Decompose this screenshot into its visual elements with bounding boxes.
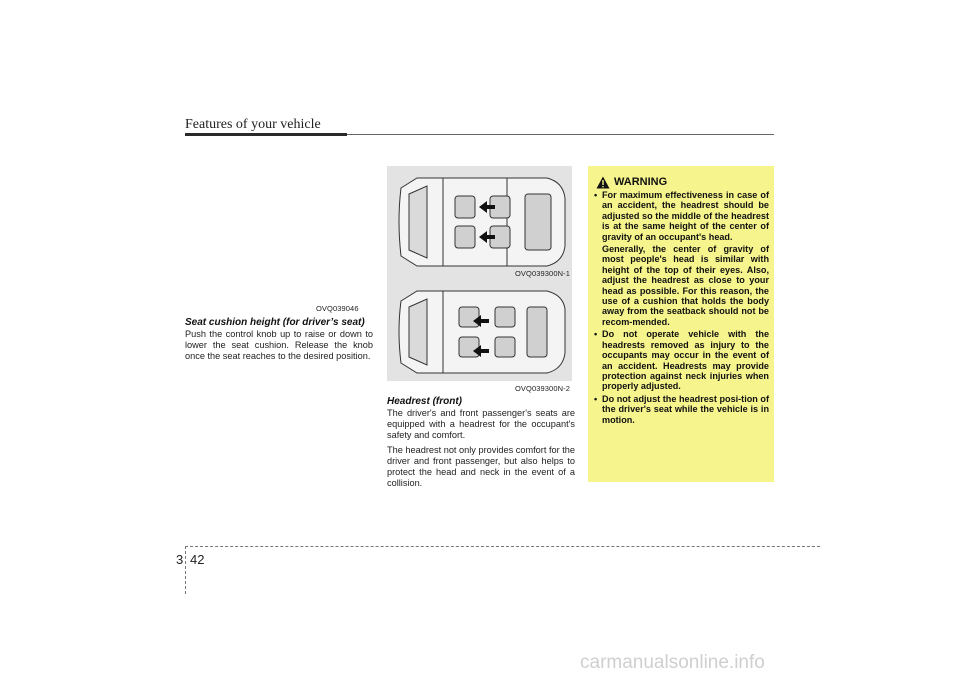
footer-rule bbox=[185, 546, 820, 547]
warning-item-subtext: Generally, the center of gravity of most people's head is similar with height of the top of their eyes. Also, adjust the headrest as close to your head as possible. For this reason, the use of a cushion that holds the body away from the seatback should not be recom-mended. bbox=[602, 244, 769, 327]
headrest-diagram-bottom bbox=[387, 281, 572, 381]
seat-cushion-heading: Seat cushion height (for driver’s seat) bbox=[185, 317, 365, 328]
warning-item bbox=[594, 190, 769, 242]
warning-item bbox=[594, 329, 769, 391]
warning-item-text: For maximum effectiveness in case of an accident, the headrest should be adjusted so the middle of the headrest is at the same height of the center of gravity of an occupant's head. bbox=[602, 190, 769, 242]
page-header-title: Features of your vehicle bbox=[185, 117, 321, 132]
image-code-n1: OVQ039300N-1 bbox=[515, 269, 570, 278]
warning-title-row bbox=[596, 175, 667, 189]
watermark: carmanualsonline.info bbox=[580, 652, 765, 673]
chapter-number: 3 bbox=[176, 552, 184, 567]
bullet: • bbox=[594, 190, 598, 200]
headrest-diagram-top bbox=[387, 166, 572, 281]
warning-title: WARNING bbox=[614, 176, 668, 188]
warning-item-text: Do not adjust the headrest posi-tion of the driver's seat while the vehicle is in motion. bbox=[602, 393, 769, 425]
image-code-left: OVQ039046 bbox=[316, 304, 359, 313]
footer-vertical-rule bbox=[185, 546, 186, 594]
header-bar bbox=[185, 133, 347, 136]
headrest-paragraph-2: The headrest not only provides comfort for the driver and front passenger, but also helps to protect the head and neck in the event of a collision. bbox=[387, 445, 575, 488]
warning-triangle-icon bbox=[596, 176, 610, 189]
warning-item-text: Do not operate vehicle with the headrests removed as injury to the occupants may occur in the event of an accident. Headrests may provide protection against neck injuries when properly adjusted. bbox=[602, 329, 769, 392]
headrest-heading: Headrest (front) bbox=[387, 396, 463, 407]
bullet: • bbox=[594, 329, 598, 340]
warning-list bbox=[594, 190, 769, 425]
header-rule bbox=[347, 134, 774, 135]
warning-item bbox=[594, 394, 769, 425]
vehicle-topview-icon bbox=[387, 281, 572, 381]
page-number: 42 bbox=[190, 552, 205, 567]
image-code-n2: OVQ039300N-2 bbox=[515, 384, 570, 393]
bullet: • bbox=[594, 393, 598, 404]
vehicle-topview-icon bbox=[387, 166, 572, 281]
seat-cushion-body: Push the control knob up to raise or down to lower the seat cushion. Release the knob once the seat reaches to the desired position. bbox=[185, 329, 373, 361]
headrest-paragraph-1: The driver's and front passenger's seats are equipped with a headrest for the occupant's safety and comfort. bbox=[387, 408, 575, 440]
